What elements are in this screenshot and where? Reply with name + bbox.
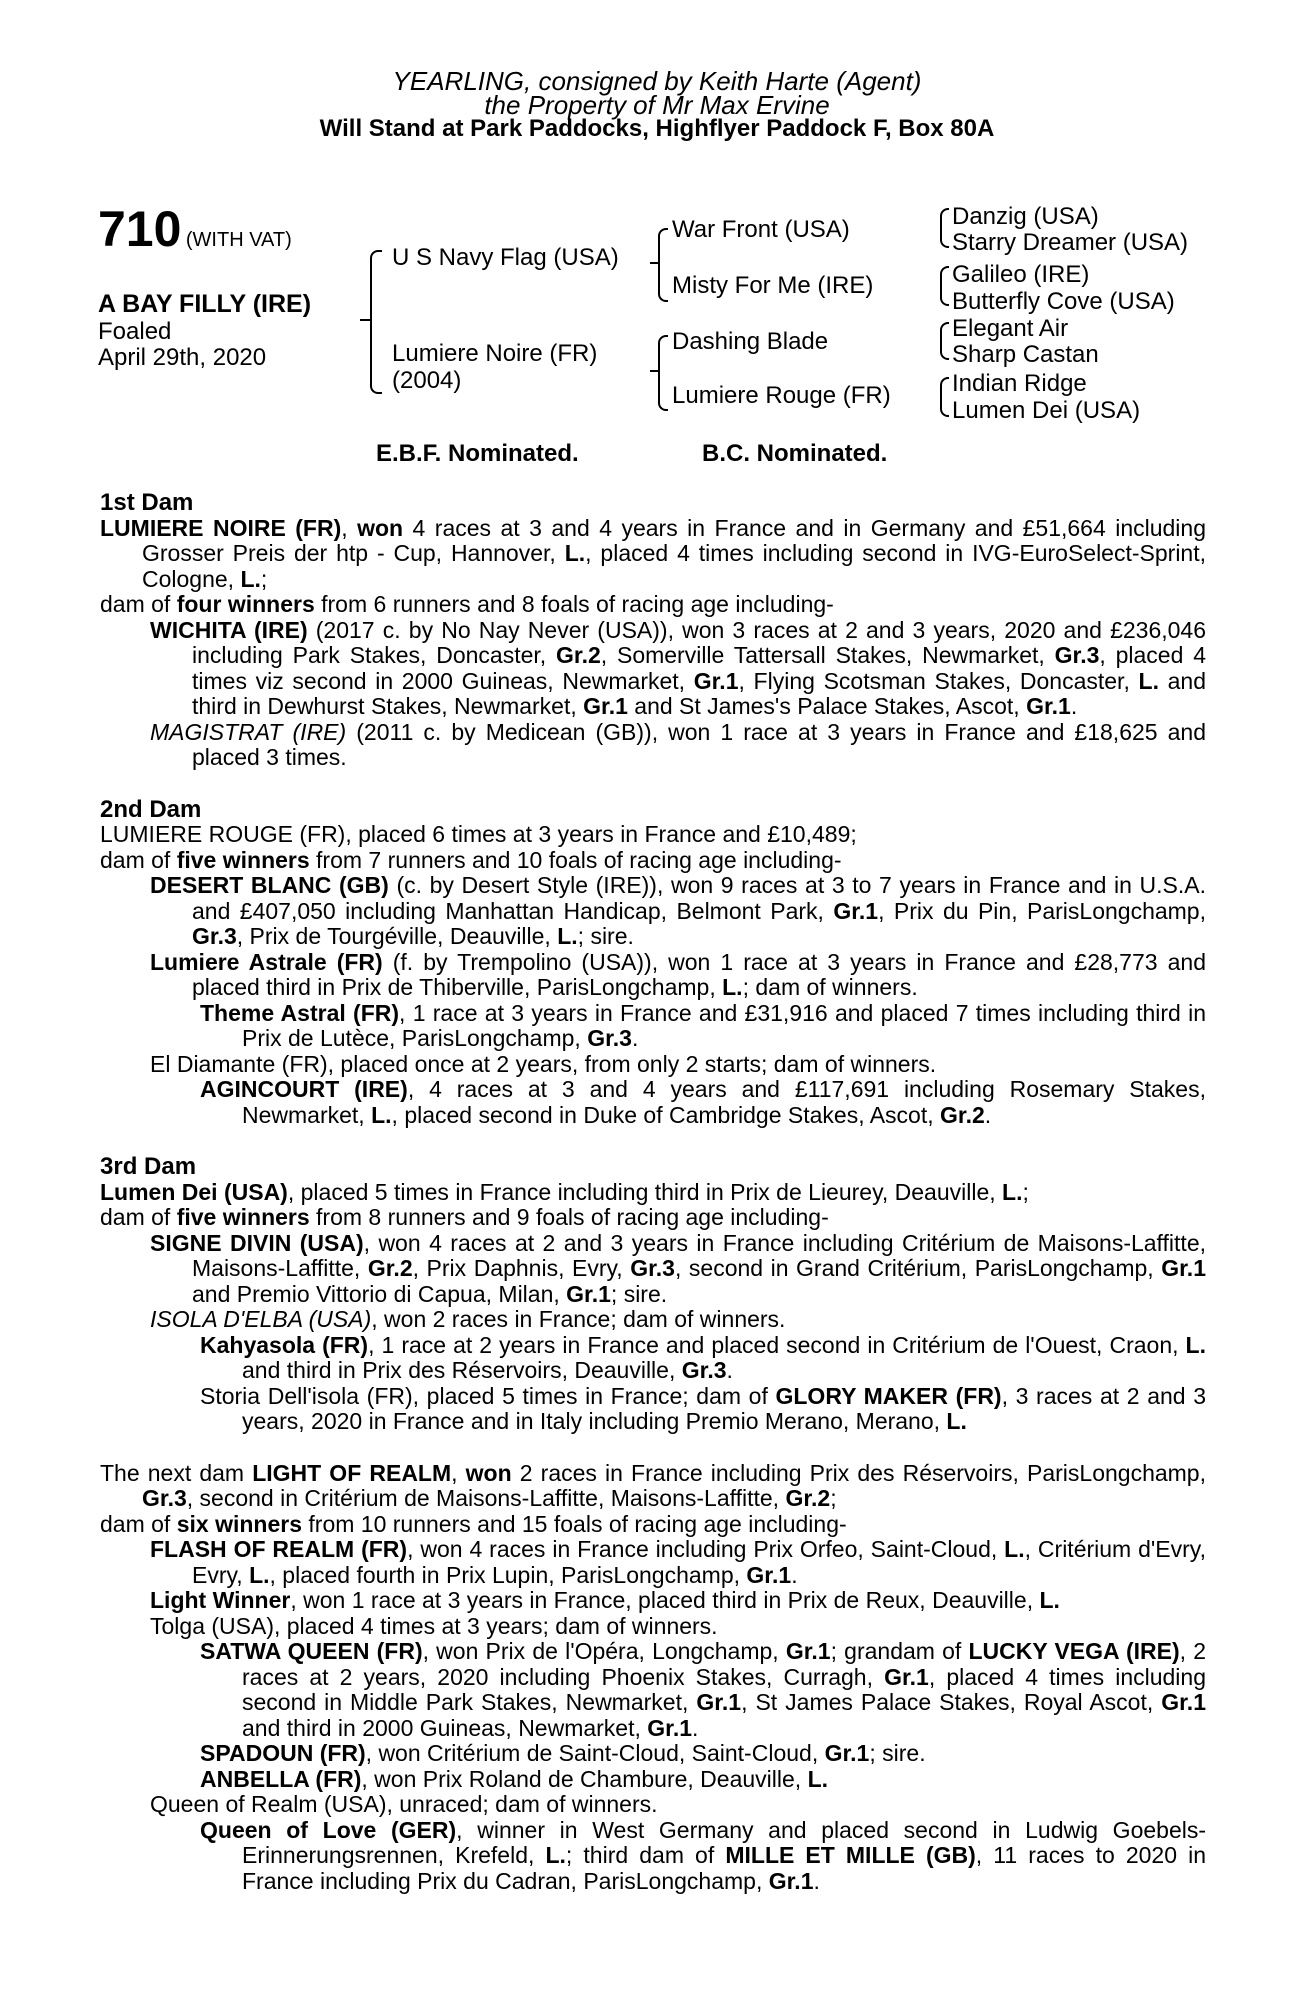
pedigree-brace-g2	[940, 266, 949, 306]
pedigree-brace-sire-point	[650, 262, 658, 264]
pedigree-g3: Galileo (IRE)	[952, 261, 1090, 288]
produce-anbella: ANBELLA (FR), won Prix Roland de Chambure, Deauville, L.	[200, 1765, 829, 1792]
second-dam-produce: dam of five winners from 7 runners and 10 foals of racing age including-	[100, 846, 842, 873]
pedigree-brace-main-point	[360, 319, 370, 321]
pedigree-g4: Butterfly Cove (USA)	[952, 288, 1175, 315]
bc-nomination: B.C. Nominated.	[702, 440, 888, 467]
produce-isola-delba: ISOLA D'ELBA (USA), won 2 races in France; dam of winners.	[150, 1306, 786, 1332]
produce-spadoun: SPADOUN (FR), won Critérium de Saint-Cloud, Saint-Cloud, Gr.1; sire.	[200, 1740, 926, 1766]
next-dam-entry: The next dam LIGHT OF REALM, won 2 races in France including Prix des Réservoirs, ParisLongchamp, Gr.3, second in Critérium de Maisons-Laffitte, Maisons-Laffitte, Gr.2;	[100, 1459, 1206, 1511]
pedigree-brace-sire	[658, 228, 668, 302]
lot-number-row	[98, 200, 292, 258]
pedigree-brace-main	[370, 250, 382, 394]
produce-el-diamante: El Diamante (FR), placed once at 2 years, from only 2 starts; dam of winners.	[150, 1050, 937, 1077]
produce-wichita: WICHITA (IRE) (2017 c. by No Nay Never (USA)), won 3 races at 2 and 3 years, 2020 and £236,046 including Park Stakes, Doncaster, Gr.2, Somerville Tattersall Stakes, Newmarket, Gr.3, placed 4 times viz second in 2000 Guineas, Newmarket, Gr.1, Flying Scotsman Stakes, Doncaster, L. and third in Dewhurst Stakes, Newmarket, Gr.1 and St James's Palace Stakes, Ascot, Gr.1.	[150, 616, 1207, 719]
produce-agincourt: AGINCOURT (IRE), 4 races at 3 and 4 years and £117,691 including Rosemary Stakes, Newmarket, L., placed second in Duke of Cambridge Stakes, Ascot, Gr.2.	[200, 1076, 1206, 1128]
produce-light-winner: Light Winner, won 1 race at 3 years in France, placed third in Prix de Reux, Deauville, L.	[150, 1587, 1060, 1613]
first-dam-entry: LUMIERE NOIRE (FR), won 4 races at 3 and 4 years in France and in Germany and £51,664 including Grosser Preis der htp - Cup, Hannover, L., placed 4 times including second in IVG-EuroSelect-Sprint, Cologne, L.;	[100, 514, 1206, 592]
pedigree-g6: Sharp Castan	[952, 341, 1099, 368]
pedigree-sire-sire: War Front (USA)	[672, 216, 850, 243]
catalogue-body	[100, 490, 1206, 1894]
stand-location: Will Stand at Park Paddocks, Highflyer Paddock F, Box 80A	[319, 115, 995, 142]
produce-signe-divin: SIGNE DIVIN (USA), won 4 races at 2 and 3 years in France including Critérium de Maisons-Laffitte, Maisons-Laffitte, Gr.2, Prix Daphnis, Evry, Gr.3, second in Grand Critérium, ParisLongchamp, Gr.1 and Premio Vittorio di Capua, Milan, Gr.1; sire.	[150, 1229, 1206, 1307]
produce-tolga: Tolga (USA), placed 4 times at 3 years; dam of winners.	[150, 1612, 718, 1639]
pedigree-sire: U S Navy Flag (USA)	[392, 244, 619, 271]
pedigree-g2: Starry Dreamer (USA)	[952, 229, 1189, 256]
third-dam-produce: dam of five winners from 8 runners and 9 foals of racing age including-	[100, 1204, 829, 1230]
produce-magistrat: MAGISTRAT (IRE) (2011 c. by Medicean (GB)), won 1 race at 3 years in France and £18,625 and placed 3 times.	[150, 718, 1207, 770]
property-line: the Property of Mr Max Ervine	[484, 90, 830, 120]
ebf-nomination: E.B.F. Nominated.	[376, 440, 579, 467]
pedigree-brace-dam	[658, 335, 668, 411]
lot-title: A BAY FILLY (IRE)	[98, 290, 312, 318]
produce-flash-of-realm: FLASH OF REALM (FR), won 4 races in France including Prix Orfeo, Saint-Cloud, L., Critérium d'Evry, Evry, L., placed fourth in Prix Lupin, ParisLongchamp, Gr.1.	[150, 1536, 1206, 1588]
pedigree-g1: Danzig (USA)	[952, 203, 1099, 230]
pedigree-brace-g1	[940, 208, 949, 248]
pedigree-dam-year: (2004)	[392, 367, 462, 394]
third-dam-entry: Lumen Dei (USA), placed 5 times in France including third in Prix de Lieurey, Deauville, L.;	[100, 1178, 1029, 1205]
produce-storia-dellisola: Storia Dell'isola (FR), placed 5 times in France; dam of GLORY MAKER (FR), 3 races at 2 and 3 years, 2020 in France and in Italy including Premio Merano, Merano, L.	[200, 1382, 1206, 1434]
pedigree-brace-g3	[940, 322, 949, 360]
second-dam-entry: LUMIERE ROUGE (FR), placed 6 times at 3 years in France and £10,489;	[100, 821, 857, 847]
produce-queen-of-realm: Queen of Realm (USA), unraced; dam of winners.	[150, 1791, 658, 1817]
produce-desert-blanc: DESERT BLANC (GB) (c. by Desert Style (IRE)), won 9 races at 3 to 7 years in France and in U.S.A. and £407,050 including Manhattan Handicap, Belmont Park, Gr.1, Prix du Pin, ParisLongchamp, Gr.3, Prix de Tourgéville, Deauville, L.; sire.	[150, 872, 1206, 949]
pedigree-g7: Indian Ridge	[952, 370, 1087, 397]
consignor-line: YEARLING, consigned by Keith Harte (Agent)	[392, 66, 922, 96]
pedigree-brace-g4	[940, 377, 949, 417]
produce-theme-astral: Theme Astral (FR), 1 race at 3 years in France and £31,916 and placed 7 times including third in Prix de Lutèce, ParisLongchamp, Gr.3.	[200, 999, 1206, 1051]
second-dam-heading: 2nd Dam	[100, 795, 202, 823]
first-dam-produce: dam of four winners from 6 runners and 8 foals of racing age including-	[100, 591, 834, 617]
pedigree-dam: Lumiere Noire (FR)	[392, 340, 598, 367]
pedigree-g5: Elegant Air	[952, 315, 1069, 342]
produce-queen-of-love: Queen of Love (GER), winner in West Germany and placed second in Ludwig Goebels-Erinnerungsrennen, Krefeld, L.; third dam of MILLE ET MILLE (GB), 11 races to 2020 in France including Prix du Cadran, ParisLongchamp, Gr.1.	[200, 1816, 1207, 1894]
produce-satwa-queen: SATWA QUEEN (FR), won Prix de l'Opéra, Longchamp, Gr.1; grandam of LUCKY VEGA (IRE), 2 races at 2 years, 2020 including Phoenix Stakes, Curragh, Gr.1, placed 4 times including second in Middle Park Stakes, Newmarket, Gr.1, St James Palace Stakes, Royal Ascot, Gr.1 and third in 2000 Guineas, Newmarket, Gr.1.	[200, 1638, 1206, 1741]
pedigree-dam-dam: Lumiere Rouge (FR)	[672, 382, 891, 409]
produce-lumiere-astrale: Lumiere Astrale (FR) (f. by Trempolino (USA)), won 1 race at 3 years in France and £28,773 and placed third in Prix de Thiberville, ParisLongchamp, L.; dam of winners.	[150, 948, 1206, 1000]
next-dam-produce: dam of six winners from 10 runners and 15 foals of racing age including-	[100, 1510, 847, 1537]
first-dam-heading: 1st Dam	[100, 489, 194, 516]
pedigree-brace-dam-point	[650, 370, 658, 372]
vat-note: (WITH VAT)	[185, 229, 292, 251]
pedigree-dam-sire: Dashing Blade	[672, 328, 829, 355]
produce-kahyasola: Kahyasola (FR), 1 race at 2 years in France and placed second in Critérium de l'Ouest, Craon, L. and third in Prix des Réservoirs, Deauville, Gr.3.	[200, 1331, 1206, 1383]
foaled-date: April 29th, 2020	[98, 344, 267, 371]
third-dam-heading: 3rd Dam	[100, 1153, 197, 1180]
foaled-label: Foaled	[98, 318, 172, 345]
lot-number: 710	[98, 201, 182, 257]
pedigree-sire-dam: Misty For Me (IRE)	[672, 272, 874, 299]
pedigree-g8: Lumen Dei (USA)	[952, 397, 1141, 424]
